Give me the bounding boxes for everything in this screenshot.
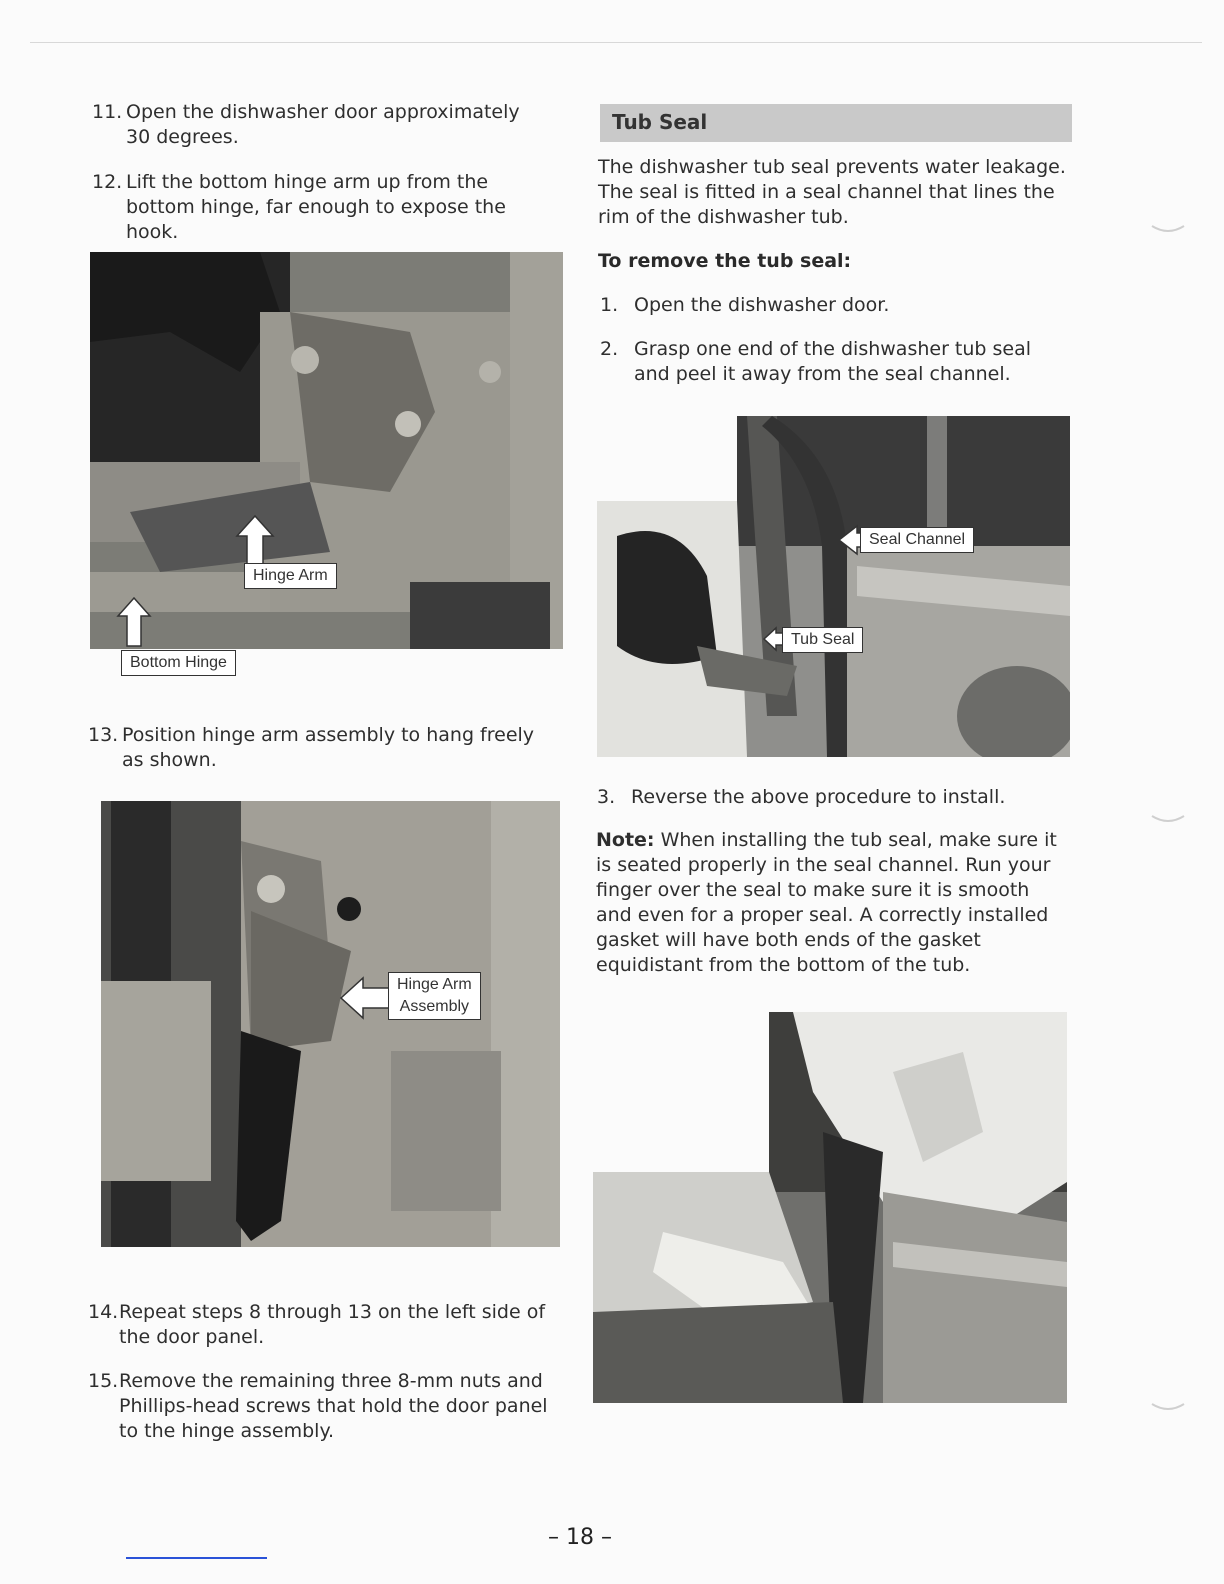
bottom-hinge-photo (90, 252, 563, 649)
edge-mark (1150, 812, 1186, 826)
footer-underline (126, 1557, 267, 1559)
step-text: Reverse the above procedure to install. (631, 786, 1006, 808)
note-text: When installing the tub seal, make sure it is seated properly in the seal channel. Run your finger over the seal to make sure it is smooth and even for a proper seal. A correctly installed gasket will have both ends of the gasket equidistant from the bottom of the tub. (596, 829, 1057, 976)
edge-mark (1150, 222, 1186, 236)
step-text: Lift the bottom hinge arm up from the bottom hinge, far enough to expose the hook. (126, 171, 506, 243)
step-text: Grasp one end of the dishwasher tub seal and peel it away from the seal channel. (634, 338, 1032, 385)
step-text: Remove the remaining three 8-mm nuts and Phillips-head screws that hold the door panel to the hinge assembly. (119, 1370, 548, 1442)
note-label: Note: (596, 829, 655, 851)
seal-install-photo (593, 1012, 1067, 1403)
callout-line-1: Hinge Arm (397, 976, 472, 993)
step-text: Open the dishwasher door approximately 30 degrees. (126, 101, 520, 148)
seal-channel-callout: Seal Channel (860, 527, 974, 553)
step-11 (92, 100, 552, 152)
step-3 (597, 785, 1067, 811)
step-number: 1. (600, 294, 619, 316)
intro-paragraph: The dishwasher tub seal prevents water leakage. The seal is fitted in a seal channel that lines the rim of the dishwasher tub. (598, 156, 1066, 228)
step-13 (88, 723, 548, 775)
step-number: 14. (88, 1301, 119, 1323)
hinge-arm-assembly-photo (101, 801, 560, 1247)
step-number: 2. (600, 338, 619, 360)
step-number: 12. (92, 171, 123, 193)
step-2 (600, 337, 1070, 389)
tub-seal-photo (597, 416, 1070, 757)
step-number: 13. (88, 724, 119, 746)
top-rule (30, 42, 1202, 43)
step-text: Open the dishwasher door. (634, 294, 890, 316)
tub-seal-callout: Tub Seal (782, 627, 863, 653)
step-number: 3. (597, 786, 616, 808)
page-number: – 18 – (548, 1525, 612, 1550)
step-text: Position hinge arm assembly to hang freely as shown. (122, 724, 535, 771)
step-1 (600, 293, 1070, 319)
step-14 (88, 1300, 558, 1352)
section-header (600, 104, 1072, 142)
hinge-arm-callout: Hinge Arm (244, 563, 337, 589)
hinge-arm-assembly-callout (388, 972, 481, 1020)
step-number: 11. (92, 101, 123, 123)
subheading: To remove the tub seal: (598, 250, 852, 272)
edge-mark (1150, 1400, 1186, 1414)
section-title: Tub Seal (612, 110, 708, 134)
bottom-hinge-callout: Bottom Hinge (121, 650, 236, 676)
step-12 (92, 170, 552, 243)
note-paragraph (596, 828, 1070, 978)
step-text: Repeat steps 8 through 13 on the left side of the door panel. (119, 1301, 546, 1348)
step-15 (88, 1369, 558, 1447)
step-number: 15. (88, 1370, 119, 1392)
callout-line-2: Assembly (399, 998, 470, 1015)
